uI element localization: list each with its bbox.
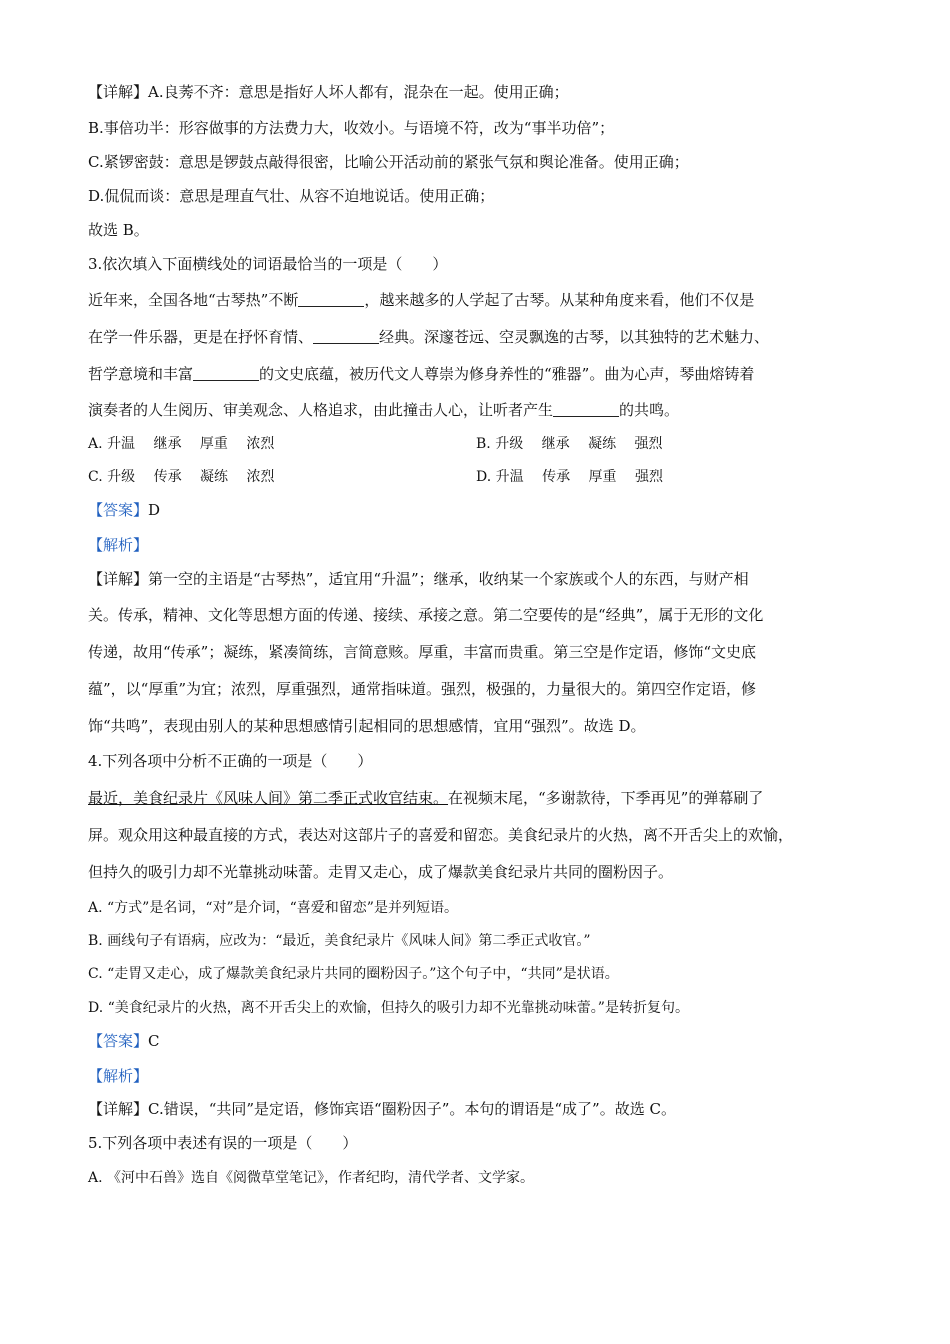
q4-option-c: C. “走胃又走心，成了爆款美食纪录片共同的圈粉因子。”这个句子中，“共同”是状语。 — [88, 966, 619, 982]
q4-passage-text: 在视频末尾，“多谢款待，下季再见”的弹幕刷了 — [448, 789, 764, 807]
fill-blank-4 — [553, 402, 619, 417]
q3-passage-line-2 — [88, 327, 769, 347]
answer-tag: 【答案】 — [88, 501, 149, 519]
q3-explanation-line-3: 传递，故用“传承”；凝练，紧凑简练，言简意赅。厚重，丰富而贵重。第三空是作定语，修饰“文史底 — [88, 643, 757, 661]
q4-option-a: A. “方式”是名词，“对”是介词，“喜爱和留恋”是并列短语。 — [88, 900, 458, 916]
q3-analysis-tag: 【解析】 — [88, 536, 149, 554]
q3-explanation-line-1: 【详解】第一空的主语是“古琴热”，适宜用“升温”；继承，收纳某一个家族或个人的东西，与财产相 — [88, 570, 749, 588]
q3-stem: 3.依次填入下面横线处的词语最恰当的一项是（ ） — [88, 255, 448, 273]
q3-passage-line-4 — [88, 400, 679, 420]
q4-analysis-tag: 【解析】 — [88, 1067, 149, 1085]
q5-stem: 5.下列各项中表述有误的一项是（ ） — [88, 1134, 358, 1152]
q4-passage-line-3: 但持久的吸引力却不光靠挑动味蕾。走胃又走心，成了爆款美食纪录片共同的圈粉因子。 — [88, 863, 674, 881]
fill-blank-2 — [313, 329, 379, 344]
q3-explanation-line-4: 蕴”，以“厚重”为宜；浓烈，厚重强烈，通常指味道。强烈，极强的，力量很大的。第四空作定语，修 — [88, 680, 757, 698]
q4-stem: 4.下列各项中分析不正确的一项是（ ） — [88, 752, 373, 770]
q3-passage-text: 演奏者的人生阅历、审美观念、人格追求，由此撞击人心，让听者产生 — [88, 401, 554, 419]
q2-detail-a: 【详解】A.良莠不齐：意思是指好人坏人都有，混杂在一起。使用正确； — [88, 83, 569, 101]
q3-option-d: D. 升温 传承 厚重 强烈 — [476, 469, 663, 485]
q3-passage-text: 近年来，全国各地“古琴热”不断 — [88, 291, 299, 309]
q3-explanation-line-5: 饰“共鸣”，表现由别人的某种思想感情引起相同的思想感情，宜用“强烈”。故选 D。 — [88, 717, 646, 735]
q3-passage-text: 在学一件乐器，更是在抒怀育情、 — [88, 328, 314, 346]
fill-blank-3 — [193, 366, 259, 381]
answer-tag: 【答案】 — [88, 1032, 149, 1050]
q3-passage-text: 的文史底蕴，被历代文人尊崇为修身养性的“雅器”。曲为心声，琴曲熔铸着 — [259, 365, 755, 383]
q2-detail-d: D.侃侃而谈：意思是理直气壮、从容不迫地说话。使用正确； — [88, 187, 495, 205]
q3-explanation-line-2: 关。传承，精神、文化等思想方面的传递、接续、承接之意。第二空要传的是“经典”，属于无形的文化 — [88, 606, 764, 624]
q4-answer — [88, 1031, 160, 1051]
q3-passage-text: 哲学意境和丰富 — [88, 365, 194, 383]
q4-explanation: 【详解】C.错误，“共同”是定语，修饰宾语“圈粉因子”。本句的谓语是“成了”。故选 C。 — [88, 1100, 676, 1118]
q4-passage-line-2: 屏。观众用这种最直接的方式，表达对这部片子的喜爱和留恋。美食纪录片的火热，离不开舌尖上的欢愉， — [88, 826, 794, 844]
q4-passage-line-1 — [88, 788, 763, 808]
q3-option-a: A. 升温 继承 厚重 浓烈 — [88, 436, 275, 452]
underlined-sentence: 最近，美食纪录片《风味人间》第二季正式收官结束。 — [88, 789, 449, 807]
q3-passage-line-1 — [88, 290, 754, 310]
q4-option-d: D. “美食纪录片的火热，离不开舌尖上的欢愉，但持久的吸引力却不光靠挑动味蕾。”是转折复句。 — [88, 1000, 689, 1016]
q2-conclusion: 故选 B。 — [88, 221, 149, 239]
q4-option-b: B. 画线句子有语病，应改为：“最近，美食纪录片《风味人间》第二季正式收官。” — [88, 933, 591, 949]
q3-passage-text: ，越来越多的人学起了古琴。从某种角度来看，他们不仅是 — [364, 291, 755, 309]
fill-blank-1 — [298, 292, 364, 307]
q2-detail-b: B.事倍功半：形容做事的方法费力大，收效小。与语境不符，改为“事半功倍”； — [88, 119, 615, 137]
answer-value: D — [148, 501, 161, 519]
q3-option-c: C. 升级 传承 凝练 浓烈 — [88, 469, 275, 485]
q5-option-a: A. 《河中石兽》选自《阅微草堂笔记》，作者纪昀，清代学者、文学家。 — [88, 1170, 535, 1186]
q3-passage-text: 的共鸣。 — [619, 401, 680, 419]
q3-passage-line-3 — [88, 364, 754, 384]
q3-answer — [88, 500, 160, 520]
q3-option-b: B. 升级 继承 凝练 强烈 — [476, 436, 663, 452]
q3-passage-text: 经典。深邃苍远、空灵飘逸的古琴，以其独特的艺术魅力、 — [379, 328, 770, 346]
q2-detail-c: C.紧锣密鼓：意思是锣鼓点敲得很密，比喻公开活动前的紧张气氛和舆论准备。使用正确； — [88, 153, 689, 171]
answer-value: C — [148, 1032, 160, 1050]
